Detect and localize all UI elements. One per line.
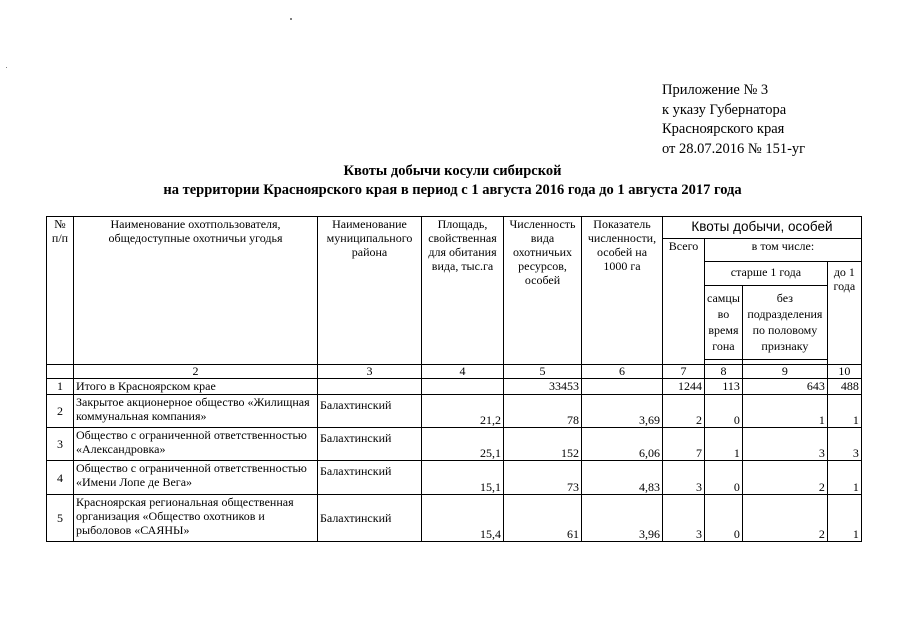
row-district: Балахтинский xyxy=(318,495,422,542)
row-density xyxy=(582,379,663,395)
colnum: 10 xyxy=(827,365,861,379)
colnum: 9 xyxy=(742,365,827,379)
colnum: 5 xyxy=(504,365,582,379)
row-name: Красноярская региональная общественная организация «Общество охотников и рыболовов «САЯНЫ» xyxy=(74,495,318,542)
row-num: 1 xyxy=(47,379,74,395)
row-population: 33453 xyxy=(504,379,582,395)
row-nosex: 2 xyxy=(742,461,827,495)
header-density: Показатель численности, особей на 1000 га xyxy=(582,217,663,365)
row-males: 0 xyxy=(705,395,743,428)
table-row xyxy=(47,428,862,461)
row-name: Общество с ограниченной ответственностью «Имени Лопе де Вега» xyxy=(74,461,318,495)
row-area: 25,1 xyxy=(422,428,504,461)
header-num: № п/п xyxy=(47,217,74,365)
row-num: 5 xyxy=(47,495,74,542)
row-males: 113 xyxy=(705,379,743,395)
row-young: 488 xyxy=(827,379,861,395)
header-quota: Квоты добычи, особей xyxy=(663,217,862,239)
row-total: 2 xyxy=(663,395,705,428)
header-nosex: без подразделения по половому признаку xyxy=(742,286,827,360)
header-population: Численность вида охотничьих ресурсов, особей xyxy=(504,217,582,365)
header-older: старше 1 года xyxy=(705,262,828,286)
row-young: 1 xyxy=(827,395,861,428)
appendix-line: Красноярского края xyxy=(662,121,785,137)
row-total: 3 xyxy=(663,461,705,495)
row-area xyxy=(422,379,504,395)
colnum: 7 xyxy=(663,365,705,379)
row-density: 4,83 xyxy=(582,461,663,495)
row-population: 73 xyxy=(504,461,582,495)
row-nosex: 2 xyxy=(742,495,827,542)
table-row xyxy=(47,495,862,542)
scan-speck xyxy=(290,18,292,20)
document-subtitle: на территории Красноярского края в период с 1 августа 2016 года до 1 августа 2017 года xyxy=(163,182,742,198)
row-density: 3,69 xyxy=(582,395,663,428)
row-nosex: 643 xyxy=(742,379,827,395)
row-males: 0 xyxy=(705,495,743,542)
row-young: 1 xyxy=(827,495,861,542)
quota-table xyxy=(46,216,862,542)
colnum: 2 xyxy=(74,365,318,379)
appendix-line: от 28.07.2016 № 151-уг xyxy=(662,140,806,157)
row-population: 152 xyxy=(504,428,582,461)
row-name: Общество с ограниченной ответственностью «Александровка» xyxy=(74,428,318,461)
row-total: 7 xyxy=(663,428,705,461)
colnum: 8 xyxy=(705,365,743,379)
row-district: Балахтинский xyxy=(318,395,422,428)
row-population: 61 xyxy=(504,495,582,542)
row-males: 0 xyxy=(705,461,743,495)
row-nosex: 3 xyxy=(742,428,827,461)
appendix-line: Приложение № 3 xyxy=(662,82,769,98)
header-name: Наименование охотпользователя, общедоступные охотничьи угодья xyxy=(74,217,318,365)
row-area: 15,1 xyxy=(422,461,504,495)
table-row xyxy=(47,379,862,395)
row-young: 1 xyxy=(827,461,861,495)
header-area: Площадь, свойственная для обитания вида, тыс.га xyxy=(422,217,504,365)
row-total: 3 xyxy=(663,495,705,542)
colnum: 3 xyxy=(318,365,422,379)
row-num: 3 xyxy=(47,428,74,461)
row-population: 78 xyxy=(504,395,582,428)
row-density: 3,96 xyxy=(582,495,663,542)
appendix-note xyxy=(662,81,882,159)
row-young: 3 xyxy=(827,428,861,461)
table-row xyxy=(47,461,862,495)
row-district xyxy=(318,379,422,395)
row-num: 2 xyxy=(47,395,74,428)
row-district: Балахтинский xyxy=(318,461,422,495)
row-nosex: 1 xyxy=(742,395,827,428)
row-name: Итого в Красноярском крае xyxy=(74,379,318,395)
header-younger: до 1 года xyxy=(827,262,861,365)
row-area: 21,2 xyxy=(422,395,504,428)
row-name: Закрытое акционерное общество «Жилищная коммунальная компания» xyxy=(74,395,318,428)
header-including: в том числе: xyxy=(705,239,862,262)
scan-speck xyxy=(6,67,7,68)
row-total: 1244 xyxy=(663,379,705,395)
row-males: 1 xyxy=(705,428,743,461)
document-title: Квоты добычи косули сибирской xyxy=(343,163,562,179)
row-district: Балахтинский xyxy=(318,428,422,461)
row-density: 6,06 xyxy=(582,428,663,461)
row-num: 4 xyxy=(47,461,74,495)
header-males: самцы во время гона xyxy=(705,286,743,360)
colnum: 6 xyxy=(582,365,663,379)
header-district: Наименование муниципального района xyxy=(318,217,422,365)
row-area: 15,4 xyxy=(422,495,504,542)
colnum: 4 xyxy=(422,365,504,379)
header-total: Всего xyxy=(663,239,705,365)
table-row xyxy=(47,395,862,428)
appendix-line: к указу Губернатора xyxy=(662,101,787,118)
